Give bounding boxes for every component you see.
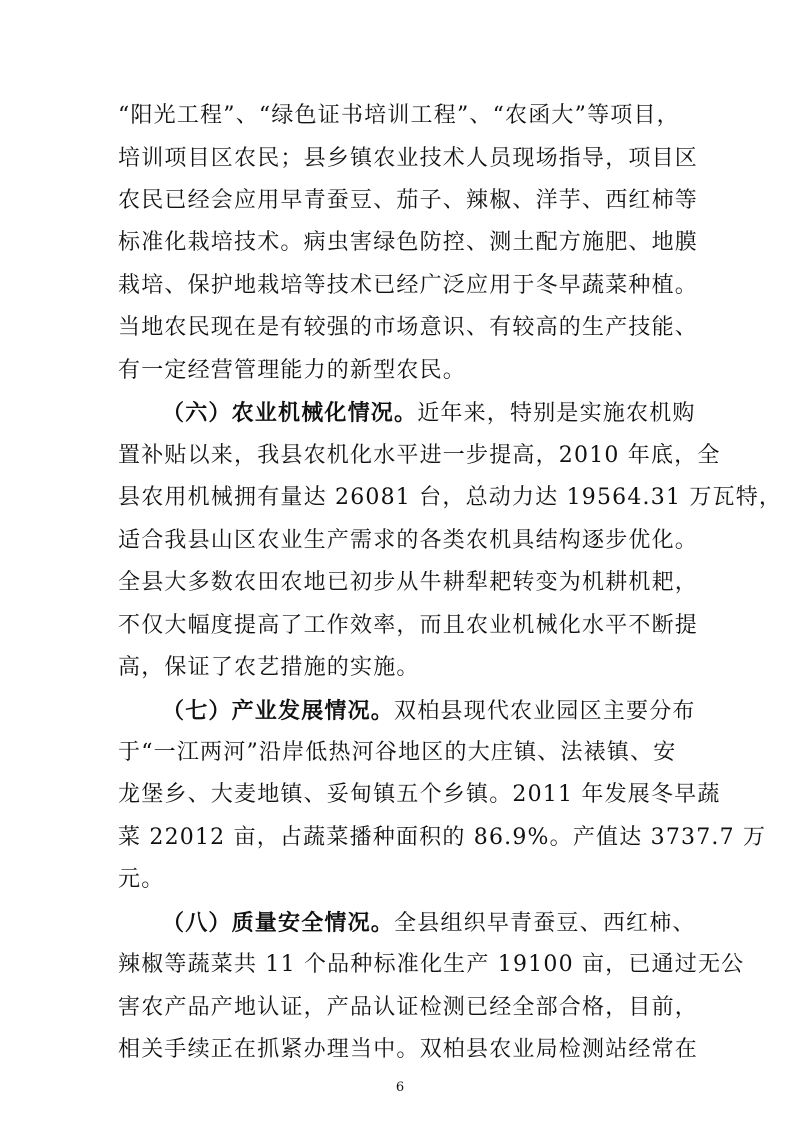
text-line: 相关手续正在抓紧办理当中。双柏县农业局检测站经常在 [118, 1037, 699, 1062]
section-heading-line: （七）产业发展情况。双柏县现代农业园区主要分布 [162, 698, 696, 724]
text-line: 不仅大幅度提高了工作效率，而且农业机械化水平不断提 [118, 613, 699, 638]
section-heading: （七）产业发展情况。 [162, 698, 395, 724]
text-line: 害农产品产地认证，产品认证检测已经全部合格，目前， [118, 995, 699, 1020]
section-heading: （八）质量安全情况。 [162, 910, 395, 936]
text-line: 辣椒等蔬菜共 11 个品种标准化生产 19100 亩，已通过无公 [118, 952, 745, 977]
text-line: 全县大多数农田农地已初步从牛耕犁耙转变为机耕机耙， [118, 570, 699, 595]
section-heading: （六）农业机械化情况。 [162, 400, 418, 426]
text-line: 栽培、保护地栽培等技术已经广泛应用于冬早蔬菜种植。 [118, 273, 699, 298]
text-line: 元。 [118, 867, 165, 892]
text-line: 农民已经会应用早青蚕豆、茄子、辣椒、洋芋、西红柿等 [118, 188, 699, 213]
text-line: “阳光工程”、“绿色证书培训工程”、“农函大”等项目， [118, 103, 680, 128]
text-line: 有一定经营管理能力的新型农民。 [118, 358, 467, 383]
text-line: 县农用机械拥有量达 26081 台，总动力达 19564.31 万瓦特， [118, 485, 783, 510]
section-heading-line: （八）质量安全情况。全县组织早青蚕豆、西红柿、 [162, 910, 696, 936]
text-line: 菜 22012 亩，占蔬菜播种面积的 86.9%。产值达 3737.7 万 [118, 825, 767, 850]
section-heading-line: （六）农业机械化情况。近年来，特别是实施农机购 [162, 400, 696, 426]
text-line: 培训项目区农民；县乡镇农业技术人员现场指导，项目区 [118, 146, 699, 171]
page-number: 6 [395, 1080, 405, 1095]
text-line: 适合我县山区农业生产需求的各类农机具结构逐步优化。 [118, 528, 699, 553]
text-line: 置补贴以来，我县农机化水平进一步提高，2010 年底，全 [118, 443, 721, 468]
text-line: 标准化栽培技术。病虫害绿色防控、测土配方施肥、地膜 [118, 230, 699, 255]
text-line: 高，保证了农艺措施的实施。 [118, 655, 420, 680]
text-line: 于“一江两河”沿岸低热河谷地区的大庄镇、法裱镇、安 [118, 740, 677, 765]
text-line: 龙堡乡、大麦地镇、妥甸镇五个乡镇。2011 年发展冬早蔬 [118, 782, 721, 807]
text-line: 当地农民现在是有较强的市场意识、有较高的生产技能、 [118, 315, 699, 340]
